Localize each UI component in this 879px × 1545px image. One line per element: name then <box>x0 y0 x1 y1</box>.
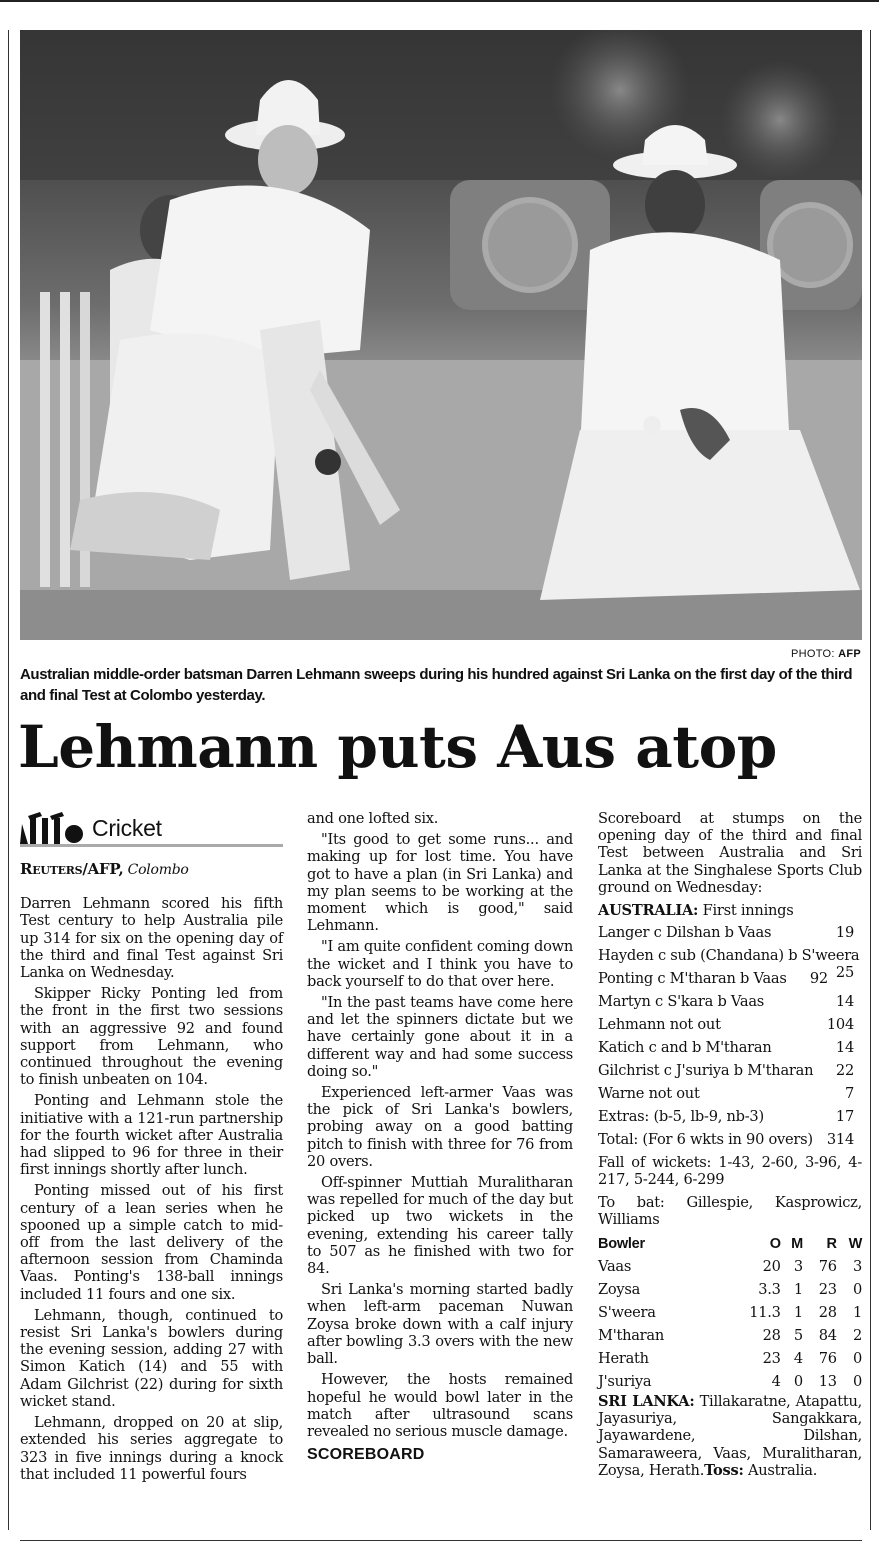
bowling-header-cell: W <box>848 1235 862 1252</box>
photo-caption: Australian middle-order batsman Darren Lehmann sweeps during his hundred against Sri Lanka on the first day of the third and final Test at Colombo yesterday. <box>20 666 853 704</box>
bowling-figure: 1 <box>793 1303 803 1321</box>
bowling-figure: 0 <box>793 1372 803 1390</box>
batting-row <box>598 993 862 1010</box>
bowling-figure: 23 <box>818 1280 837 1298</box>
batsman-dismissal: Hayden c sub (Chandana) b S'weera <box>598 947 860 965</box>
bowling-figure: 84 <box>818 1326 837 1344</box>
total-label: Total: (For 6 wkts in 90 overs) <box>598 1131 813 1149</box>
bowling-figure: 3 <box>852 1257 862 1275</box>
bowling-figure: 3.3 <box>758 1280 781 1298</box>
batsman-dismissal: Katich c and b M'tharan <box>598 1039 772 1057</box>
top-rule <box>0 0 879 2</box>
batsman-runs: 14 <box>835 1039 854 1057</box>
bowling-figure: 0 <box>852 1349 862 1367</box>
cricket-stumps-icon <box>20 810 88 844</box>
bowling-figure: 0 <box>852 1372 862 1390</box>
batsman-runs: 7 <box>844 1085 854 1103</box>
photo-credit-agency: AFP <box>838 648 861 660</box>
paragraph: "I am quite confident coming down the wicket and I think you have to back yourself to do that over here. <box>307 938 573 990</box>
paragraph: "Its good to get some runs... and making up for lost time. You have got to have a plan (in Sri Lanka) and my plan seems to be working at the moment which is good," said Lehmann. <box>307 831 573 935</box>
bowling-table <box>598 1234 862 1393</box>
paragraph: Lehmann, dropped on 20 at slip, extended his series aggregate to 323 in five innings during a knock that included 11 powerful fours <box>20 1414 283 1483</box>
bowling-figure: 76 <box>818 1349 837 1367</box>
batting-row <box>598 1016 862 1033</box>
extras-row <box>598 1108 862 1125</box>
photo-credit <box>791 648 861 660</box>
sl-team-list: Tillakaratne, Atapattu, Jayasuriya, Sangakkara, Jayawardene, Dilshan, Samaraweera, Vaas, Muralitharan, Zoysa, Herath. <box>598 1393 862 1479</box>
right-margin-rule <box>870 30 871 1530</box>
total-value: 314 <box>826 1131 854 1149</box>
bowling-figure: 28 <box>762 1326 781 1344</box>
bowling-figure: 1 <box>852 1303 862 1321</box>
paragraph: Darren Lehmann scored his fifth Test century to help Australia pile up 314 for six on the opening day of the third and final Test against Sri Lanka on Wednesday. <box>20 895 283 982</box>
bowling-row <box>598 1347 862 1370</box>
fall-of-wickets: Fall of wickets: 1-43, 2-60, 3-96, 4-217, 5-244, 6-299 <box>598 1154 862 1189</box>
news-photo <box>20 30 862 640</box>
bowling-figure: 2 <box>852 1326 862 1344</box>
article-column-2 <box>307 810 573 1463</box>
batsman-dismissal: Ponting c M'tharan b Vaas <box>598 970 787 988</box>
byline-agency: Reuters/AFP, <box>20 860 124 878</box>
batsman-dismissal: Gilchrist c J'suriya b M'tharan <box>598 1062 814 1080</box>
innings-label: First innings <box>702 901 794 919</box>
bowler-name: Zoysa <box>598 1280 641 1298</box>
paragraph: Ponting and Lehmann stole the initiative with a 121-run partnership for the fourth wicket after Australia had slipped to 96 for three in their first innings shortly after lunch. <box>20 1092 283 1179</box>
bowler-name: J'suriya <box>598 1372 652 1390</box>
extras-value: 17 <box>835 1108 854 1126</box>
bowling-header-cell: M <box>791 1235 803 1252</box>
paragraph: Skipper Ricky Ponting led from the front in the first two sessions with an aggressive 92 and found support from Lehmann, who continued throughout the evening to finish unbeaten on 104. <box>20 985 283 1089</box>
batsman-dismissal: Warne not out <box>598 1085 700 1103</box>
bowler-name: M'tharan <box>598 1326 664 1344</box>
paragraph: Lehmann, though, continued to resist Sri Lanka's bowlers during the evening session, adding 27 with Simon Katich (14) and 55 with Adam Gilchrist (22) during for sixth wicket stand. <box>20 1306 283 1410</box>
bowling-figure: 11.3 <box>749 1303 781 1321</box>
section-header <box>20 810 283 847</box>
team-label: AUSTRALIA: <box>598 901 699 919</box>
toss-label: Toss: <box>704 1461 744 1479</box>
bowling-row <box>598 1370 862 1393</box>
batsman-runs: 104 <box>826 1016 854 1034</box>
bowling-figure: 23 <box>762 1349 781 1367</box>
paragraph: and one lofted six. <box>307 810 439 827</box>
bowler-name: Herath <box>598 1349 649 1367</box>
bowling-figure: 20 <box>762 1257 781 1275</box>
cricket-photo-illustration <box>20 30 862 640</box>
paragraph: Ponting missed out of his first century of a lean series when he spooned up a simple catch to mid-off from the last delivery of the afternoon session from Chaminda Vaas. Ponting's 138-ball innings included 11 fours and one six. <box>20 1182 283 1303</box>
byline-place: Colombo <box>127 862 189 878</box>
bowling-row <box>598 1255 862 1278</box>
paragraph: "In the past teams have come here and let the spinners dictate but we have certainly gone about it in a different way and had some success doing so." <box>307 994 573 1080</box>
bowling-header-row <box>598 1234 862 1255</box>
bowling-figure: 4 <box>771 1372 781 1390</box>
photo-credit-label: PHOTO: <box>790 648 835 660</box>
bowling-figure: 4 <box>793 1349 803 1367</box>
bowler-name: S'weera <box>598 1303 656 1321</box>
batsman-runs: 25 <box>835 964 854 982</box>
paragraph: Experienced left-armer Vaas was the pick of Sri Lanka's bowlers, probing away on a good batting pitch to finish with three for 76 from 20 overs. <box>307 1084 573 1170</box>
batsman-runs: 22 <box>835 1062 854 1080</box>
bowling-figure: 76 <box>818 1257 837 1275</box>
bottom-rule <box>20 1540 862 1541</box>
section-title: Cricket <box>92 815 162 841</box>
paragraph: However, the hosts remained hopeful he would bowl later in the match after ultrasound scans revealed no serious muscle damage. <box>307 1371 573 1440</box>
batsman-runs: 92 <box>809 970 828 988</box>
sri-lanka-team <box>598 1393 862 1479</box>
batsman-dismissal: Martyn c S'kara b Vaas <box>598 993 765 1011</box>
left-margin-rule <box>8 30 9 1530</box>
byline <box>20 861 283 879</box>
bowling-row <box>598 1301 862 1324</box>
batting-row <box>598 1062 862 1079</box>
batting-list <box>598 924 862 1102</box>
bowling-header-cell: R <box>826 1235 837 1252</box>
bowling-figure: 3 <box>793 1257 803 1275</box>
scoreboard <box>598 810 862 1485</box>
bowling-header-cell: O <box>769 1235 781 1252</box>
bowler-name: Vaas <box>598 1257 632 1275</box>
total-row <box>598 1131 862 1148</box>
bowling-figure: 1 <box>793 1280 803 1298</box>
scoreboard-intro: Scoreboard at stumps on the opening day of the third and final Test between Australia and Sri Lanka at the Singhalese Sports Club ground on Wednesday: <box>598 810 862 896</box>
bowling-figure: 28 <box>818 1303 837 1321</box>
batsman-runs: 14 <box>835 993 854 1011</box>
innings-heading <box>598 902 862 919</box>
bowling-figure: 13 <box>818 1372 837 1390</box>
bowling-header-cell: Bowler <box>598 1235 645 1252</box>
batsman-dismissal: Lehmann not out <box>598 1016 721 1034</box>
batting-row <box>598 924 862 941</box>
scoreboard-heading: SCOREBOARD <box>307 1446 425 1464</box>
paragraph: Off-spinner Muttiah Muralitharan was repelled for much of the day but picked up two wickets in the evening, extending his career tally to 507 as he finished with two for 84. <box>307 1174 573 1278</box>
bowling-row <box>598 1278 862 1301</box>
toss-result: Australia. <box>747 1461 818 1479</box>
batting-row <box>598 1085 862 1102</box>
headline: Lehmann puts Aus atop <box>18 713 777 781</box>
bowling-figure: 0 <box>852 1280 862 1298</box>
batting-row <box>598 1039 862 1056</box>
bowling-row <box>598 1324 862 1347</box>
batting-row <box>598 970 836 987</box>
bowling-figure: 5 <box>793 1326 803 1344</box>
batsman-runs: 19 <box>835 924 854 942</box>
sl-label: SRI LANKA: <box>598 1393 695 1411</box>
batsman-dismissal: Langer c Dilshan b Vaas <box>598 924 772 942</box>
to-bat: To bat: Gillespie, Kasprowicz, Williams <box>598 1194 862 1229</box>
paragraph: Sri Lanka's morning started badly when left-arm paceman Nuwan Zoysa broke down with a calf injury after bowling 3.3 overs with the new ball. <box>307 1281 573 1368</box>
extras-label: Extras: (b-5, lb-9, nb-3) <box>598 1108 764 1126</box>
article-column-1 <box>20 810 283 1487</box>
